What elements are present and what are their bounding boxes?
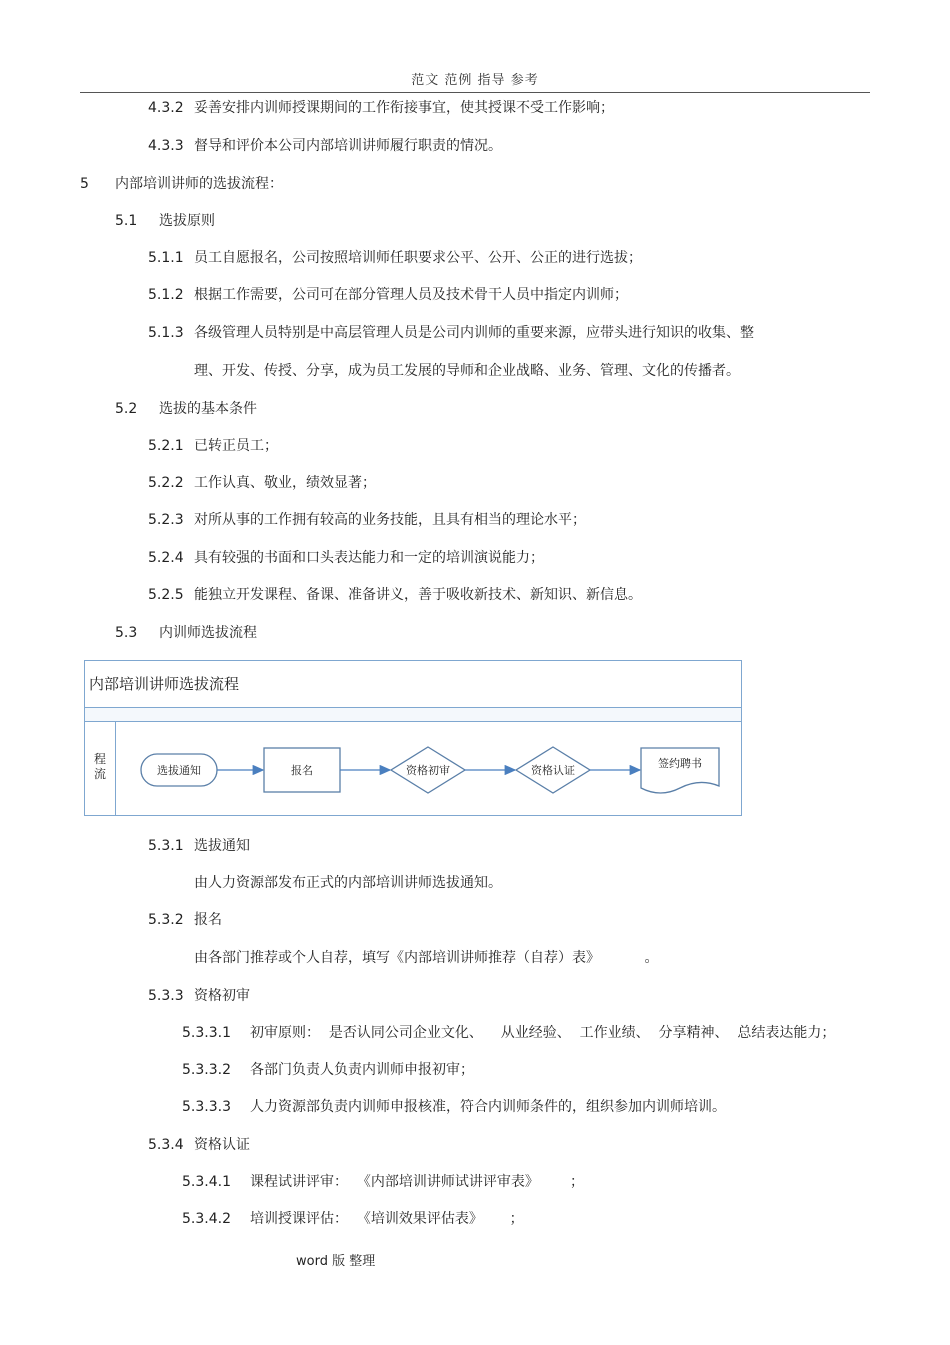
- line-text: 由人力资源部发布正式的内部培训讲师选拔通知。: [194, 875, 502, 891]
- line-text: 妥善安排内训师授课期间的工作衔接事宜，使其授课不受工作影响；: [194, 100, 614, 116]
- line-text: 选拔的基本条件: [159, 401, 257, 417]
- line-text: 选拔原则: [159, 213, 215, 229]
- section-number: 5.3.1: [148, 838, 184, 854]
- doc-line: [182, 1060, 474, 1080]
- line-text: 各部门负责人负责内训师申报初审；: [250, 1062, 474, 1078]
- line-text: 已转正员工；: [194, 438, 278, 454]
- line-text: 具有较强的书面和口头表达能力和一定的培训演说能力；: [194, 550, 544, 566]
- section-number: 4.3.2: [148, 100, 184, 116]
- doc-line: [182, 1023, 835, 1043]
- line-text: 内训师选拔流程: [159, 625, 257, 641]
- flow-node-label: 资格认证: [531, 764, 575, 777]
- doc-line: [148, 836, 250, 856]
- section-number: 5.2.3: [148, 512, 184, 528]
- flowchart-diagram: [85, 661, 743, 817]
- doc-line: [148, 473, 376, 493]
- line-text: 督导和评价本公司内部培训讲师履行职责的情况。: [194, 138, 502, 154]
- doc-line: [115, 399, 257, 419]
- doc-line: [148, 986, 250, 1006]
- line-text: 培训授课评估： 《培训效果评估表》 ；: [250, 1211, 524, 1227]
- header-rule: [80, 92, 870, 93]
- line-text: 报名: [194, 912, 222, 928]
- section-number: 5.2.1: [148, 438, 184, 454]
- flow-node-label: 资格初审: [406, 764, 450, 777]
- doc-line: [115, 211, 215, 231]
- section-number: 5.3.4: [148, 1137, 184, 1153]
- line-text: 工作认真、敬业，绩效显著；: [194, 475, 376, 491]
- doc-line: [148, 548, 544, 568]
- doc-line: [148, 98, 614, 118]
- line-text: 能独立开发课程、备课、准备讲义，善于吸收新技术、新知识、新信息。: [194, 587, 642, 603]
- section-number: 4.3.3: [148, 138, 184, 154]
- line-text: 选拔通知: [194, 838, 250, 854]
- doc-line: [148, 910, 222, 930]
- section-number: 5.1.3: [148, 325, 184, 341]
- doc-line: [148, 136, 502, 156]
- section-number: 5.1.1: [148, 250, 184, 266]
- flow-node-label: 签约聘书: [658, 757, 702, 770]
- page-footer: word 版 整理: [296, 1254, 376, 1269]
- section-number: 5.2.4: [148, 550, 184, 566]
- flow-node-label: 选拔通知: [157, 764, 201, 777]
- section-number: 5.3.4.1: [182, 1174, 231, 1190]
- section-number: 5.3.4.2: [182, 1211, 231, 1227]
- line-text: 资格初审: [194, 988, 250, 1004]
- doc-line: [148, 285, 628, 305]
- section-number: 5.3.3: [148, 988, 184, 1004]
- line-text: 理、开发、传授、分享，成为员工发展的导师和企业战略、业务、管理、文化的传播者。: [194, 363, 740, 379]
- line-text: 课程试讲评审： 《内部培训讲师试讲评审表》 ；: [250, 1174, 585, 1190]
- section-number: 5.3.3.3: [182, 1099, 231, 1115]
- flowchart: [84, 660, 742, 816]
- doc-line: [148, 248, 642, 268]
- page-header: 范文 范例 指导 参考: [411, 73, 539, 88]
- line-text: 员工自愿报名，公司按照培训师任职要求公平、公开、公正的进行选拔；: [194, 250, 642, 266]
- doc-line: [148, 510, 586, 530]
- line-text: 由各部门推荐或个人自荐，填写《内部培训讲师推荐（自荐）表》 。: [194, 950, 659, 966]
- doc-line: [148, 873, 502, 893]
- line-text: 根据工作需要，公司可在部分管理人员及技术骨干人员中指定内训师；: [194, 287, 628, 303]
- doc-line: [148, 948, 659, 968]
- line-text: 内部培训讲师的选拔流程：: [115, 176, 283, 192]
- section-number: 5.2.5: [148, 587, 184, 603]
- section-number: 5.1.2: [148, 287, 184, 303]
- line-text: 资格认证: [194, 1137, 250, 1153]
- doc-line: [148, 1135, 250, 1155]
- doc-line: [148, 361, 740, 381]
- section-number: 5.3.3.2: [182, 1062, 231, 1078]
- doc-line: [148, 436, 278, 456]
- doc-line: [80, 174, 283, 194]
- line-text: 各级管理人员特别是中高层管理人员是公司内训师的重要来源，应带头进行知识的收集、整: [194, 325, 754, 341]
- section-number: 5: [80, 176, 89, 192]
- flow-node-label: 报名: [291, 764, 313, 777]
- lane-label-text: 程 流: [93, 752, 106, 781]
- line-text: 人力资源部负责内训师申报核准，符合内训师条件的，组织参加内训师培训。: [250, 1099, 726, 1115]
- doc-line: [115, 623, 257, 643]
- doc-line: [182, 1209, 524, 1229]
- flowchart-title: 内部培训讲师选拔流程: [85, 661, 741, 708]
- section-number: 5.3.3.1: [182, 1025, 231, 1041]
- doc-line: [148, 323, 754, 343]
- doc-line: [148, 585, 642, 605]
- section-number: 5.3: [115, 625, 138, 641]
- doc-line: [182, 1097, 726, 1117]
- doc-line: [182, 1172, 584, 1192]
- section-number: 5.1: [115, 213, 138, 229]
- section-number: 5.2.2: [148, 475, 184, 491]
- section-number: 5.3.2: [148, 912, 184, 928]
- line-text: 对所从事的工作拥有较高的业务技能，且具有相当的理论水平；: [194, 512, 586, 528]
- section-number: 5.2: [115, 401, 138, 417]
- flow-node-document: [641, 748, 719, 793]
- line-text: 初审原则： 是否认同公司企业文化、 从业经验、 工作业绩、 分享精神、 总结表达能力；: [250, 1025, 836, 1041]
